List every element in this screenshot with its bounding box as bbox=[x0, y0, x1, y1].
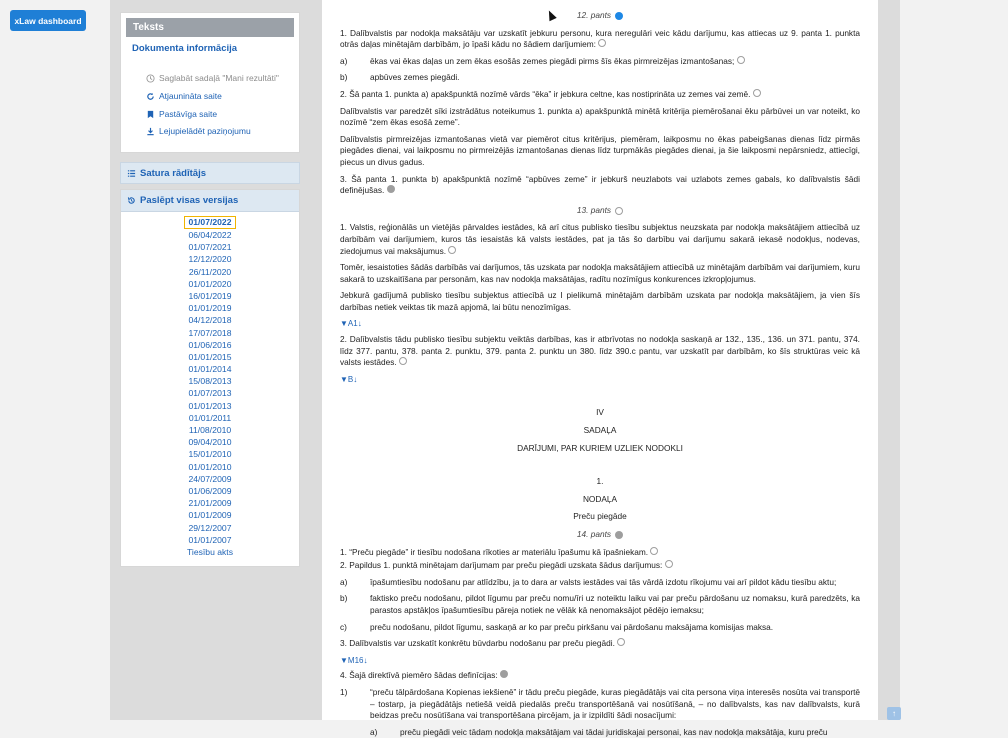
list-item: c) preču nodošanu, pildot līgumu, saskaņā ar ko par preču pirkšanu vai pārdošanu maksājama komisijas maksa. bbox=[340, 621, 774, 632]
circle-marker-icon[interactable] bbox=[598, 39, 606, 47]
article-12-heading bbox=[340, 10, 860, 22]
hide-versions-label: Paslēpt visas versijas bbox=[140, 195, 239, 206]
circle-marker-icon[interactable] bbox=[753, 89, 761, 97]
download-label: Lejupielādēt paziņojumu bbox=[159, 126, 251, 136]
version-item[interactable]: 01/06/2009 bbox=[188, 485, 232, 496]
chapter-number: 1. bbox=[596, 476, 604, 487]
arrow-up-icon: ↑ bbox=[892, 709, 896, 718]
article-14-title: 14. pants bbox=[576, 529, 612, 539]
version-item[interactable]: 04/12/2018 bbox=[188, 315, 232, 326]
gray-marker-icon[interactable] bbox=[500, 670, 508, 678]
gray-marker-icon[interactable] bbox=[387, 185, 395, 193]
version-item[interactable]: 26/11/2020 bbox=[188, 266, 232, 277]
teksts-header: Teksts bbox=[126, 18, 294, 37]
section-number: IV bbox=[596, 407, 604, 418]
paragraph: 1. Dalībvalstis par nodokļa maksātāju var uzskatīt jebkuru personu, kura neregulāri veic kādu darījumu, kas attiecas uz 9. panta 1. punkta otrās daļas minētajām darbībām, jo īpaši kādu no šādiem darījumiem: bbox=[340, 27, 860, 50]
download-icon bbox=[146, 127, 155, 136]
version-item[interactable]: 24/07/2009 bbox=[188, 473, 232, 484]
article-14-heading bbox=[340, 529, 860, 541]
version-item[interactable]: 01/01/2015 bbox=[188, 351, 232, 362]
document-info-link[interactable]: Dokumenta informācija bbox=[132, 43, 238, 54]
version-item[interactable]: 11/08/2010 bbox=[188, 425, 232, 435]
gray-marker-icon[interactable] bbox=[615, 531, 623, 539]
table-of-contents-label: Satura rādītājs bbox=[140, 167, 206, 179]
paragraph: 2. Dalībvalstis tādu publisko tiesību subjektu veiktās darbības, kas ir atbrīvotas no nodokļa saskaņā ar 132., 135., 136. un 371. pantu, 374. līdz 377. pantu, 378. panta 2. punktu, 379. panta 2. punktu un 380. līdz 390.c pantu, var uzskatīt par darbībām, ko šīs struktūras veic kā valsts iestādes. bbox=[340, 334, 860, 368]
version-item[interactable]: 01/01/2007 bbox=[188, 534, 232, 545]
version-item[interactable]: 01/01/2009 bbox=[188, 510, 232, 521]
paragraph: 2. Šā panta 1. punkta a) apakšpunktā nozīmē vārds “ēka” ir jebkura celtne, kas nostiprināta uz zemes vai zemē. bbox=[340, 89, 860, 101]
history-icon bbox=[127, 196, 136, 205]
version-item-active[interactable]: 01/07/2022 bbox=[184, 216, 236, 229]
version-item[interactable]: 15/08/2013 bbox=[188, 376, 232, 387]
versions-panel bbox=[120, 189, 300, 567]
paragraph: Jebkurā gadījumā publisko tiesību subjektus attiecībā uz I pielikumā minētajām darbībām uzskata par nodokļa maksātājiem, ja vien šīs darbības netiek veiktas tik mazā apjomā, lai būtu nenozīmīgas. bbox=[340, 290, 860, 312]
version-item[interactable]: 21/01/2009 bbox=[188, 498, 232, 509]
version-item[interactable]: 15/01/2010 bbox=[188, 449, 232, 460]
scroll-to-top-button[interactable] bbox=[887, 707, 901, 720]
xlaw-dashboard-button[interactable]: xLaw dashboard bbox=[10, 10, 86, 31]
circle-marker-icon[interactable] bbox=[737, 56, 745, 64]
versions-list bbox=[121, 216, 299, 558]
article-13-heading bbox=[340, 205, 860, 217]
hide-versions-toggle[interactable] bbox=[121, 190, 299, 212]
article-13-title: 13. pants bbox=[576, 204, 612, 215]
arrow-down-icon: ↓ bbox=[363, 655, 368, 665]
section-word: SADAĻA bbox=[583, 425, 617, 436]
version-item[interactable]: 16/01/2019 bbox=[188, 290, 232, 301]
arrow-down-icon: ↓ bbox=[353, 374, 358, 384]
version-item[interactable]: 01/01/2020 bbox=[188, 278, 232, 289]
circle-marker-icon[interactable] bbox=[617, 638, 625, 646]
chapter-heading bbox=[340, 476, 860, 523]
version-item[interactable]: 29/12/2007 bbox=[188, 522, 232, 533]
version-item[interactable]: 09/04/2010 bbox=[188, 437, 232, 448]
list-item: b) faktisko preču nodošanu, pildot līgumu par preču nomu/īri uz noteiktu laiku vai par preču pārdošanu uz nomaksu, kurā paredzēts, ka parastos apstākļos īpašumtiesību pāreja notiek ne vēlāk kā nenomaksājot pēdējo iemaksu; bbox=[340, 593, 860, 615]
version-item[interactable]: 01/01/2014 bbox=[188, 364, 232, 375]
paragraph: 3. Šā panta 1. punkta b) apakšpunktā nozīmē “apbūves zeme” ir jebkurš neuzlabots vai uzlabots zemes gabals, ko dalībvalstis šādi definējušas. bbox=[340, 173, 860, 196]
save-results-label: Saglabāt sadaļā "Mani rezultāti" bbox=[159, 73, 279, 83]
list-item: a) īpašumtiesību nodošanu par atlīdzību, ja to dara ar valsts iestādes vai tās vārdā izdotu rīkojumu vai arī pildot kādu tiesību aktu; bbox=[340, 576, 837, 587]
section-heading bbox=[340, 407, 860, 454]
version-item[interactable]: 01/07/2021 bbox=[188, 242, 232, 253]
paragraph: Dalībvalstis pirmreizējas izmantošanas vietā var piemērot citus kritērijus, piemēram, laikposmu no ēkas pabeigšanas dienas līdz pirmās piegādes dienai, vai laikposmu no pirmreizējās izmantošanas dienas līdz turpmākās piegādes dienai, ja šie laikposmi nepārsniedz, attiecīgi, piecus un divus gadus. bbox=[340, 133, 860, 167]
circle-marker-icon[interactable] bbox=[665, 560, 673, 568]
version-item[interactable]: 17/07/2018 bbox=[188, 327, 232, 338]
amendment-ref-a1[interactable]: ▼A1↓ bbox=[340, 319, 362, 329]
amendment-ref-m16[interactable]: ▼M16↓ bbox=[340, 655, 368, 665]
paragraph: 2. Papildus 1. punktā minētajam darījumam par preču piegādi uzskata šādus darījumus: bbox=[340, 560, 860, 572]
circle-marker-icon[interactable] bbox=[615, 207, 623, 215]
paragraph: Dalībvalstis var paredzēt sīki izstrādātus noteikumus 1. punkta a) apakšpunktā minētā kritērija piemērošanai ēku pārbūvei un var noteikt, ko nozīmē “zem ēkas esošā zeme”. bbox=[340, 105, 860, 128]
list-item: a) ēkas vai ēkas daļas un zem ēkas esošās zemes piegādi pirms šīs ēkas pirmreizējas izmantošanas; bbox=[340, 56, 860, 68]
legal-act-link[interactable]: Tiesību akts bbox=[186, 546, 233, 557]
paragraph: 1. Valstis, reģionālās un vietējās pārvaldes iestādes, kā arī citus publisko tiesību subjektus neuzskata par nodokļa maksātājiem attiecībā uz darbībām vai darījumiem, kuros tās iesaistās kā valsts iestādes, pat ja tās šo darbību vai darījumu sakarā iekasē nodokļus, nodevas, ziedojumus vai maksājumus. bbox=[340, 222, 860, 256]
version-item[interactable]: 01/06/2016 bbox=[188, 339, 232, 350]
paragraph: 3. Dalībvalstis var uzskatīt konkrētu būvdarbu nodošanu par preču piegādi. bbox=[340, 638, 860, 650]
paragraph: Tomēr, iesaistoties šādās darbībās vai darījumos, tās uzskata par nodokļa maksātājiem attiecībā uz minētajām darbībām vai darījumiem, kuru sakarā to uzskaitīšana par personām, kas nav nodokļa maksātājas, radītu nozīmīgus konkurences izkropļojumus. bbox=[340, 262, 860, 284]
list-item: a) preču piegādi veic tādam nodokļa maksātājam vai tādai juridiskajai personai, kas nav nodokļa maksātāja, kuru preču bbox=[370, 726, 828, 737]
refresh-link-label: Atjaunināta saite bbox=[159, 91, 222, 101]
circle-marker-icon[interactable] bbox=[399, 357, 407, 365]
version-item[interactable]: 01/01/2013 bbox=[188, 400, 232, 411]
bookmark-icon bbox=[146, 110, 155, 119]
version-item[interactable]: 06/04/2022 bbox=[188, 230, 232, 240]
refresh-icon bbox=[146, 92, 155, 101]
version-item[interactable]: 12/12/2020 bbox=[188, 254, 232, 265]
list-item: 1) “preču tālpārdošana Kopienas iekšienē” ir tādu preču piegāde, kuras piegādātājs vai cita persona viņa interesēs nosūta vai transportē – tostarp, ja piegādātājs netiešā veidā piedalās preču transportēšanā vai nosūtīšanā, – no dalībvalsts, kas nav dalībvalsts, kurā beidzas preču nosūtīšana vai transportēšana pircējam, ja ir izpildīti šādi nosacījumi: bbox=[340, 686, 860, 721]
circle-marker-icon[interactable] bbox=[448, 246, 456, 254]
version-item[interactable]: 01/01/2010 bbox=[188, 461, 232, 472]
active-marker-icon[interactable] bbox=[615, 12, 623, 20]
chapter-word: NODAĻA bbox=[582, 493, 618, 504]
paragraph: 4. Šajā direktīvā piemēro šādas definīcijas: bbox=[340, 670, 860, 682]
teksts-panel bbox=[120, 12, 300, 153]
section-title: DARĪJUMI, PAR KURIEM UZLIEK NODOKLI bbox=[517, 442, 683, 453]
refresh-link-action[interactable] bbox=[146, 91, 222, 101]
article-12-title: 12. pants bbox=[576, 10, 612, 20]
chapter-title: Preču piegāde bbox=[573, 511, 627, 522]
clock-icon bbox=[146, 74, 155, 83]
version-item[interactable]: 01/07/2013 bbox=[188, 388, 232, 399]
download-action[interactable] bbox=[146, 126, 251, 136]
save-results-action[interactable] bbox=[146, 73, 279, 83]
arrow-down-icon: ↓ bbox=[357, 319, 362, 329]
document-viewer bbox=[322, 0, 878, 737]
list-item: b) apbūves zemes piegādi. bbox=[340, 72, 460, 83]
amendment-ref-b[interactable]: ▼B↓ bbox=[340, 374, 358, 384]
version-item[interactable]: 01/01/2011 bbox=[188, 412, 232, 423]
permalink-label: Pastāvīga saite bbox=[159, 109, 218, 119]
circle-marker-icon[interactable] bbox=[650, 547, 658, 555]
list-icon bbox=[127, 169, 136, 178]
paragraph: 1. “Preču piegāde” ir tiesību nodošana rīkoties ar materiālu īpašumu kā īpašniekam. bbox=[340, 547, 860, 559]
table-of-contents-toggle[interactable] bbox=[120, 162, 300, 184]
version-item[interactable]: 01/01/2019 bbox=[188, 303, 232, 314]
sidebar bbox=[120, 12, 300, 567]
permalink-action[interactable] bbox=[146, 109, 217, 119]
